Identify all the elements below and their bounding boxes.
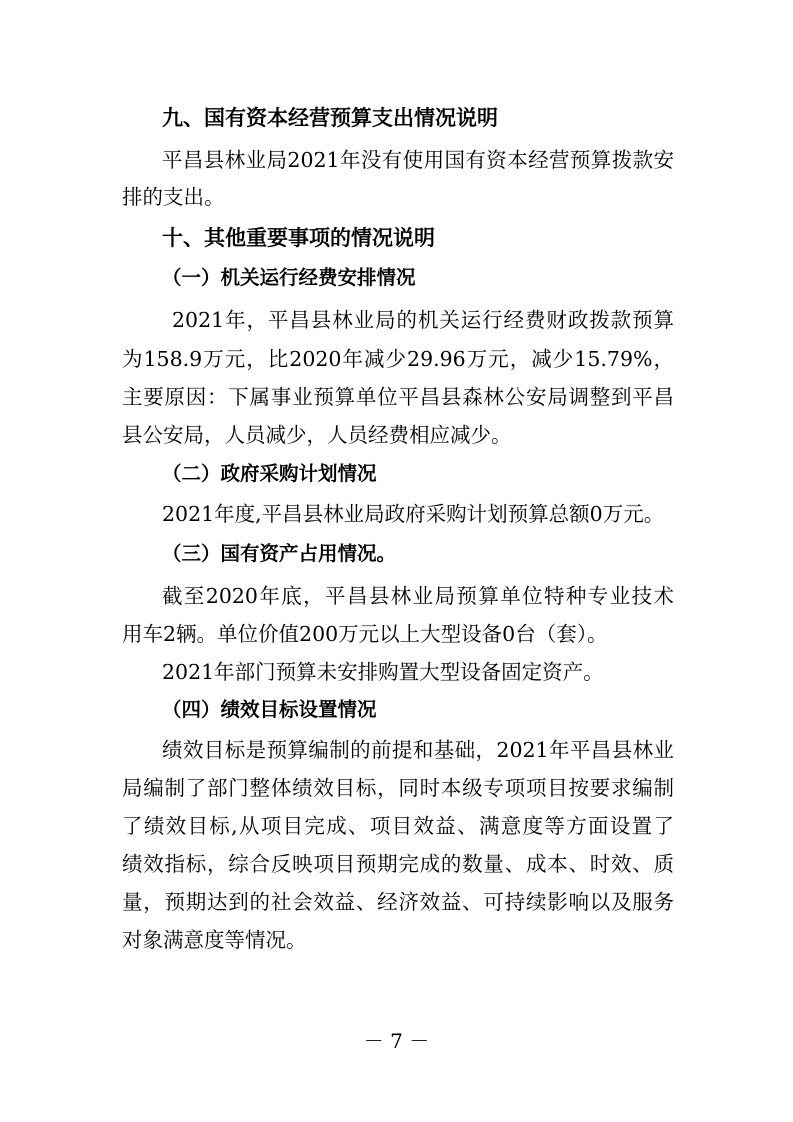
paragraph-line: 绩效目标是预算编制的前提和基础，2021年平昌县林业 bbox=[162, 738, 674, 762]
paragraph-line: 对象满意度等情况。 bbox=[122, 928, 307, 952]
subsection-heading-1: （一）机关运行经费安排情况 bbox=[162, 266, 416, 289]
paragraph-line: 量，预期达到的社会效益、经济效益、可持续影响以及服务 bbox=[122, 890, 674, 914]
paragraph-line: 截至2020年底，平昌县林业局预算单位特种专业技术 bbox=[162, 584, 674, 608]
section-heading-10: 十、其他重要事项的情况说明 bbox=[162, 225, 435, 250]
paragraph-line: 2021年部门预算未安排购置大型设备固定资产。 bbox=[162, 660, 604, 684]
paragraph-line: 主要原因：下属事业预算单位平昌县森林公安局调整到平昌 bbox=[122, 385, 674, 409]
subsection-heading-4: （四）绩效目标设置情况 bbox=[162, 698, 377, 721]
page-number: － 7 － bbox=[363, 1029, 430, 1053]
subsection-heading-2: （二）政府采购计划情况 bbox=[162, 462, 377, 485]
paragraph-line: 绩效指标，综合反映项目预期完成的数量、成本、时效、质 bbox=[122, 852, 674, 876]
paragraph-line: 用车2辆。单位价值200万元以上大型设备0台（套）。 bbox=[122, 622, 608, 646]
paragraph-line: 2021年度,平昌县林业局政府采购计划预算总额0万元。 bbox=[162, 502, 665, 526]
paragraph-line: 2021年，平昌县林业局的机关运行经费财政拨款预算 bbox=[172, 308, 674, 332]
paragraph-line: 平昌县林业局2021年没有使用国有资本经营预算拨款安 bbox=[162, 148, 674, 172]
subsection-heading-3: （三）国有资产占用情况。 bbox=[162, 542, 397, 565]
paragraph-line: 为158.9万元，比2020年减少29.96万元，减少15.79%， bbox=[122, 347, 674, 371]
section-heading-9: 九、国有资本经营预算支出情况说明 bbox=[162, 105, 498, 130]
paragraph-line: 县公安局，人员减少，人员经费相应减少。 bbox=[122, 423, 512, 447]
paragraph-line: 局编制了部门整体绩效目标，同时本级专项项目按要求编制 bbox=[122, 776, 674, 800]
paragraph-line: 了绩效目标,从项目完成、项目效益、满意度等方面设置了 bbox=[122, 814, 674, 838]
paragraph-line: 排的支出。 bbox=[122, 185, 225, 209]
